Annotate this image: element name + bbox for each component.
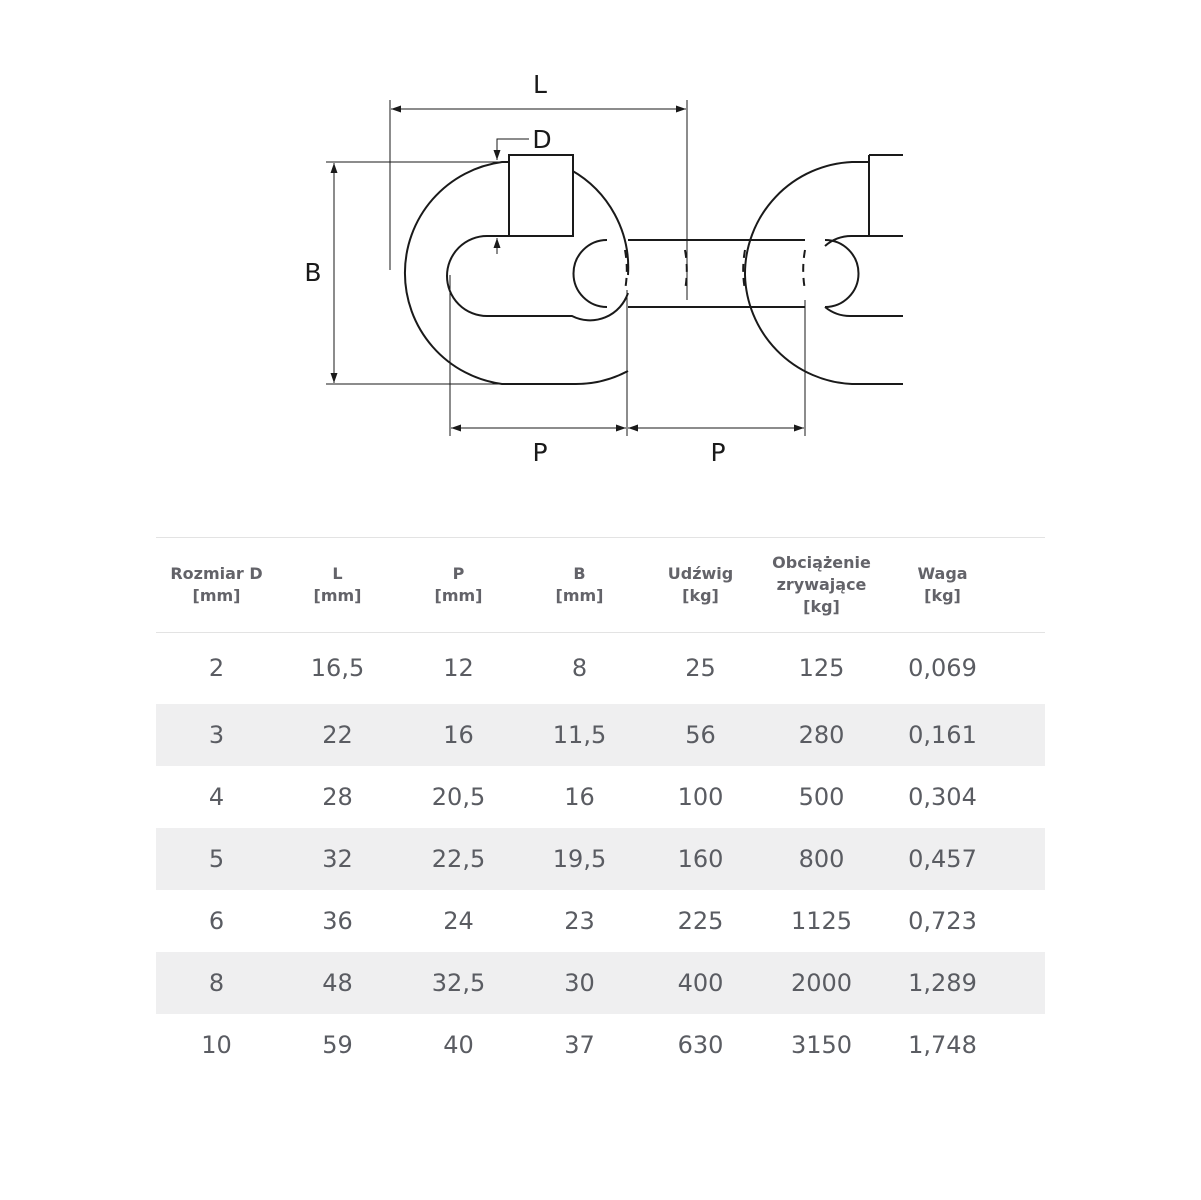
table-row bbox=[156, 952, 1045, 1014]
header-weight: Waga [kg] bbox=[917, 564, 968, 605]
cell-width: 11,5 bbox=[552, 720, 607, 749]
cell-breaking-load: 500 bbox=[798, 782, 845, 811]
cell-pitch: 32,5 bbox=[431, 968, 486, 997]
header-working-load: Udźwig [kg] bbox=[667, 564, 734, 605]
cell-working-load: 630 bbox=[677, 1030, 724, 1059]
cell-length: 16,5 bbox=[310, 654, 365, 683]
cell-size-d: 3 bbox=[208, 720, 225, 749]
cell-breaking-load: 1125 bbox=[790, 906, 853, 935]
cell-weight: 0,723 bbox=[908, 906, 977, 935]
cell-length: 36 bbox=[322, 906, 353, 935]
header-pitch: P [mm] bbox=[434, 564, 483, 605]
cell-working-load: 56 bbox=[685, 720, 716, 749]
cell-breaking-load: 800 bbox=[798, 844, 845, 873]
label-p-left: P bbox=[532, 438, 548, 467]
cell-pitch: 24 bbox=[443, 906, 474, 935]
cell-weight: 0,161 bbox=[908, 720, 977, 749]
extension-lines bbox=[326, 100, 805, 436]
table-row bbox=[156, 828, 1045, 890]
cell-pitch: 12 bbox=[443, 654, 474, 683]
table-row bbox=[156, 766, 1045, 828]
cell-size-d: 8 bbox=[208, 968, 225, 997]
cell-breaking-load: 2000 bbox=[790, 968, 853, 997]
cell-width: 16 bbox=[564, 782, 595, 811]
header-breaking-load: Obciążenie zrywające [kg] bbox=[772, 553, 871, 616]
table-header-row bbox=[156, 538, 1045, 633]
chain-link-diagram bbox=[0, 0, 1201, 500]
cell-width: 23 bbox=[564, 906, 595, 935]
cell-length: 48 bbox=[322, 968, 353, 997]
chain-link-middle bbox=[573, 240, 858, 307]
table-row bbox=[156, 633, 1045, 704]
cell-size-d: 4 bbox=[208, 782, 225, 811]
cell-working-load: 100 bbox=[677, 782, 724, 811]
label-p-right: P bbox=[710, 438, 726, 467]
cell-pitch: 40 bbox=[443, 1030, 474, 1059]
label-b: B bbox=[304, 258, 322, 287]
cell-width: 30 bbox=[564, 968, 595, 997]
specification-table bbox=[156, 537, 1045, 1076]
cell-pitch: 16 bbox=[443, 720, 474, 749]
cell-length: 59 bbox=[322, 1030, 353, 1059]
cell-weight: 0,304 bbox=[908, 782, 977, 811]
cell-length: 28 bbox=[322, 782, 353, 811]
cell-size-d: 5 bbox=[208, 844, 225, 873]
cell-size-d: 10 bbox=[201, 1030, 232, 1059]
cell-working-load: 225 bbox=[677, 906, 724, 935]
cell-weight: 1,748 bbox=[908, 1030, 977, 1059]
cell-breaking-load: 3150 bbox=[790, 1030, 853, 1059]
cell-length: 32 bbox=[322, 844, 353, 873]
cell-pitch: 22,5 bbox=[431, 844, 486, 873]
cell-breaking-load: 125 bbox=[798, 654, 845, 683]
chain-link-right bbox=[745, 155, 903, 384]
weld-sleeve bbox=[509, 155, 573, 236]
header-width: B [mm] bbox=[555, 564, 604, 605]
table-row bbox=[156, 1014, 1045, 1076]
cell-weight: 0,069 bbox=[908, 654, 977, 683]
cell-working-load: 25 bbox=[685, 654, 716, 683]
cell-size-d: 6 bbox=[208, 906, 225, 935]
cell-width: 8 bbox=[571, 654, 588, 683]
cell-breaking-load: 280 bbox=[798, 720, 845, 749]
label-d: D bbox=[532, 125, 552, 154]
header-size-d: Rozmiar D [mm] bbox=[170, 564, 263, 605]
cell-length: 22 bbox=[322, 720, 353, 749]
label-l: L bbox=[533, 70, 547, 99]
cell-working-load: 160 bbox=[677, 844, 724, 873]
cell-size-d: 2 bbox=[208, 654, 225, 683]
cell-width: 37 bbox=[564, 1030, 595, 1059]
cell-working-load: 400 bbox=[677, 968, 724, 997]
table-row bbox=[156, 704, 1045, 766]
cell-weight: 1,289 bbox=[908, 968, 977, 997]
cell-width: 19,5 bbox=[552, 844, 607, 873]
cell-pitch: 20,5 bbox=[431, 782, 486, 811]
table-row bbox=[156, 890, 1045, 952]
header-length: L [mm] bbox=[313, 564, 362, 605]
cell-weight: 0,457 bbox=[908, 844, 977, 873]
